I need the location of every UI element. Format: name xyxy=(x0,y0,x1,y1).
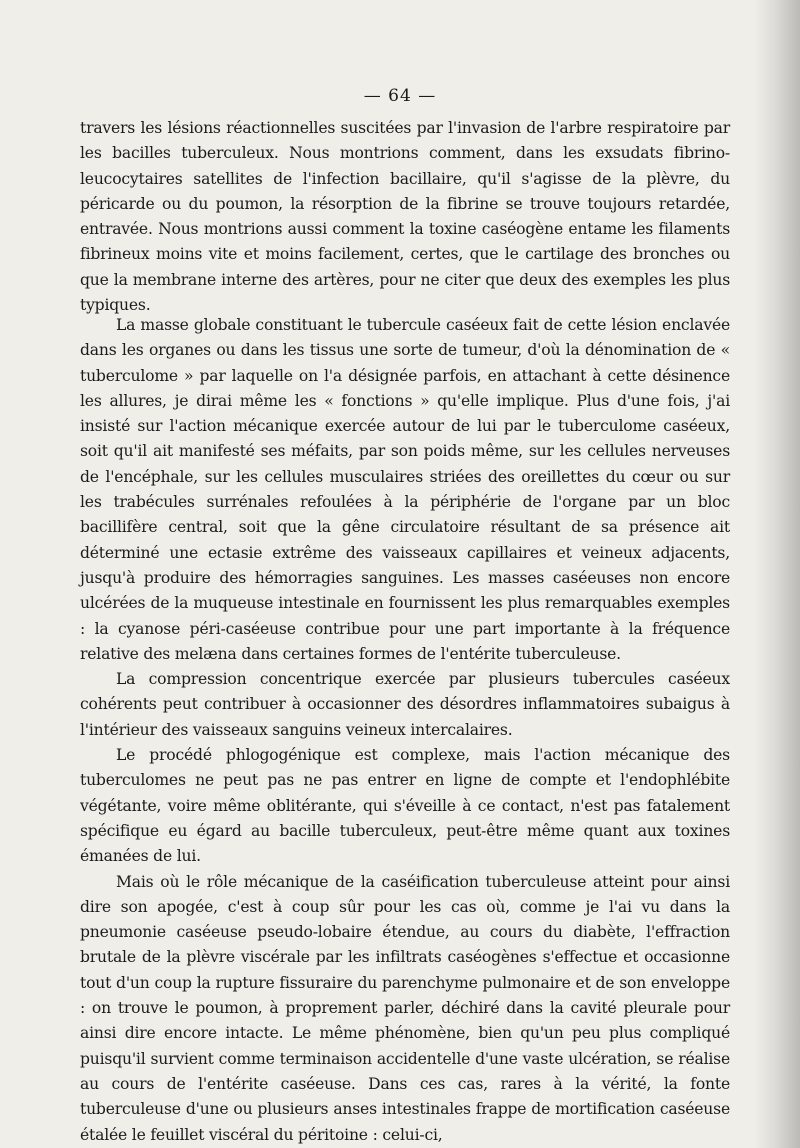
binding-shadow xyxy=(754,0,800,1148)
page-number: — 64 — xyxy=(363,86,437,106)
paragraph-compression: La compression concentrique exercée par plusieurs tubercules caséeux cohérents peut contribuer à occasionner des désordres inflammatoires subaigus à l'intérieur des vaisseaux sanguins veineux intercalaires. xyxy=(80,670,730,739)
body-text-top xyxy=(80,116,730,318)
paragraph-mechanical-role: Mais où le rôle mécanique de la caséification tuberculeuse atteint pour ainsi dire son apogée, c'est à coup sûr pour les cas où, comme je l'ai vu dans la pneumonie caséeuse pseudo-lobaire étendue, au cours du diabète, l'effraction brutale de la plèvre viscérale par les infiltrats caséogènes s'effectue et occasionne tout d'un coup la rupture fissuraire du parenchyme pulmonaire et de son enveloppe : on trouve le poumon, à proprement parler, déchiré dans la cavité pleurale pour ainsi dire encore intacte. Le même phénomène, bien qu'un peu plus compliqué puisqu'il survient comme terminaison accidentelle d'une vaste ulcération, se réalise au cours de l'entérite caséeuse. Dans ces cas, rares à la vérité, la fonte tuberculeuse d'une ou plusieurs anses intestinales frappe de mortification caséeuse étalée le feuillet viscéral du péritoine : celui-ci, xyxy=(80,872,730,1144)
paragraph-tuberculome: La masse globale constituant le tubercule caséeux fait de cette lésion enclavée dans les organes ou dans les tissus une sorte de tumeur, d'où la dénomination de « tuberculome » par laquelle on l'a désignée parfois, en attachant à cette désinence les allures, je dirai même les « fonctions » qu'elle implique. Plus d'une fois, j'ai insisté sur l'action mécanique exercée autour de lui par le tuberculome caséeux, soit qu'il ait manifesté ses méfaits, par son poids même, sur les cellules nerveuses de l'encéphale, sur les cellules musculaires striées des oreillettes du cœur ou sur les trabécules surrénales refoulées à la périphérie de l'organe par un bloc bacillifère central, soit que la gêne circulatoire résultant de sa présence ait déterminé une ectasie extrême des vaisseaux capillaires et veineux adjacents, jusqu'à produire des hémorragies sanguines. Les masses caséeuses non encore ulcérées de la muqueuse intestinale en fournissent les plus remarquables exemples : la cyanose péri-caséeuse contribue pour une part importante à la fréquence relative des melæna dans certaines formes de l'entérite tuberculeuse. xyxy=(80,316,730,663)
body-text-main xyxy=(80,313,730,1148)
paragraph-phlogogenic: Le procédé phlogogénique est complexe, mais l'action mécanique des tuberculomes ne peut pas ne pas entrer en ligne de compte et l'endophlébite végétante, voire même oblitérante, qui s'éveille à ce contact, n'est pas fatalement spécifique eu égard au bacille tuberculeux, peut-être même quant aux toxines émanées de lui. xyxy=(80,746,730,866)
paragraph-continuation: travers les lésions réactionnelles suscitées par l'invasion de l'arbre respiratoire par les bacilles tuberculeux. Nous montrions comment, dans les exsudats fibrino-leucocytaires satellites de l'infection bacillaire, qu'il s'agisse de la plèvre, du péricarde ou du poumon, la résorption de la fibrine se trouve toujours retardée, entravée. Nous montrions aussi comment la toxine caséogène entame les filaments fibrineux moins vite et moins facilement, certes, que le cartilage des bronches ou que la membrane interne des artères, pour ne citer que deux des exemples les plus typiques. xyxy=(80,119,730,315)
